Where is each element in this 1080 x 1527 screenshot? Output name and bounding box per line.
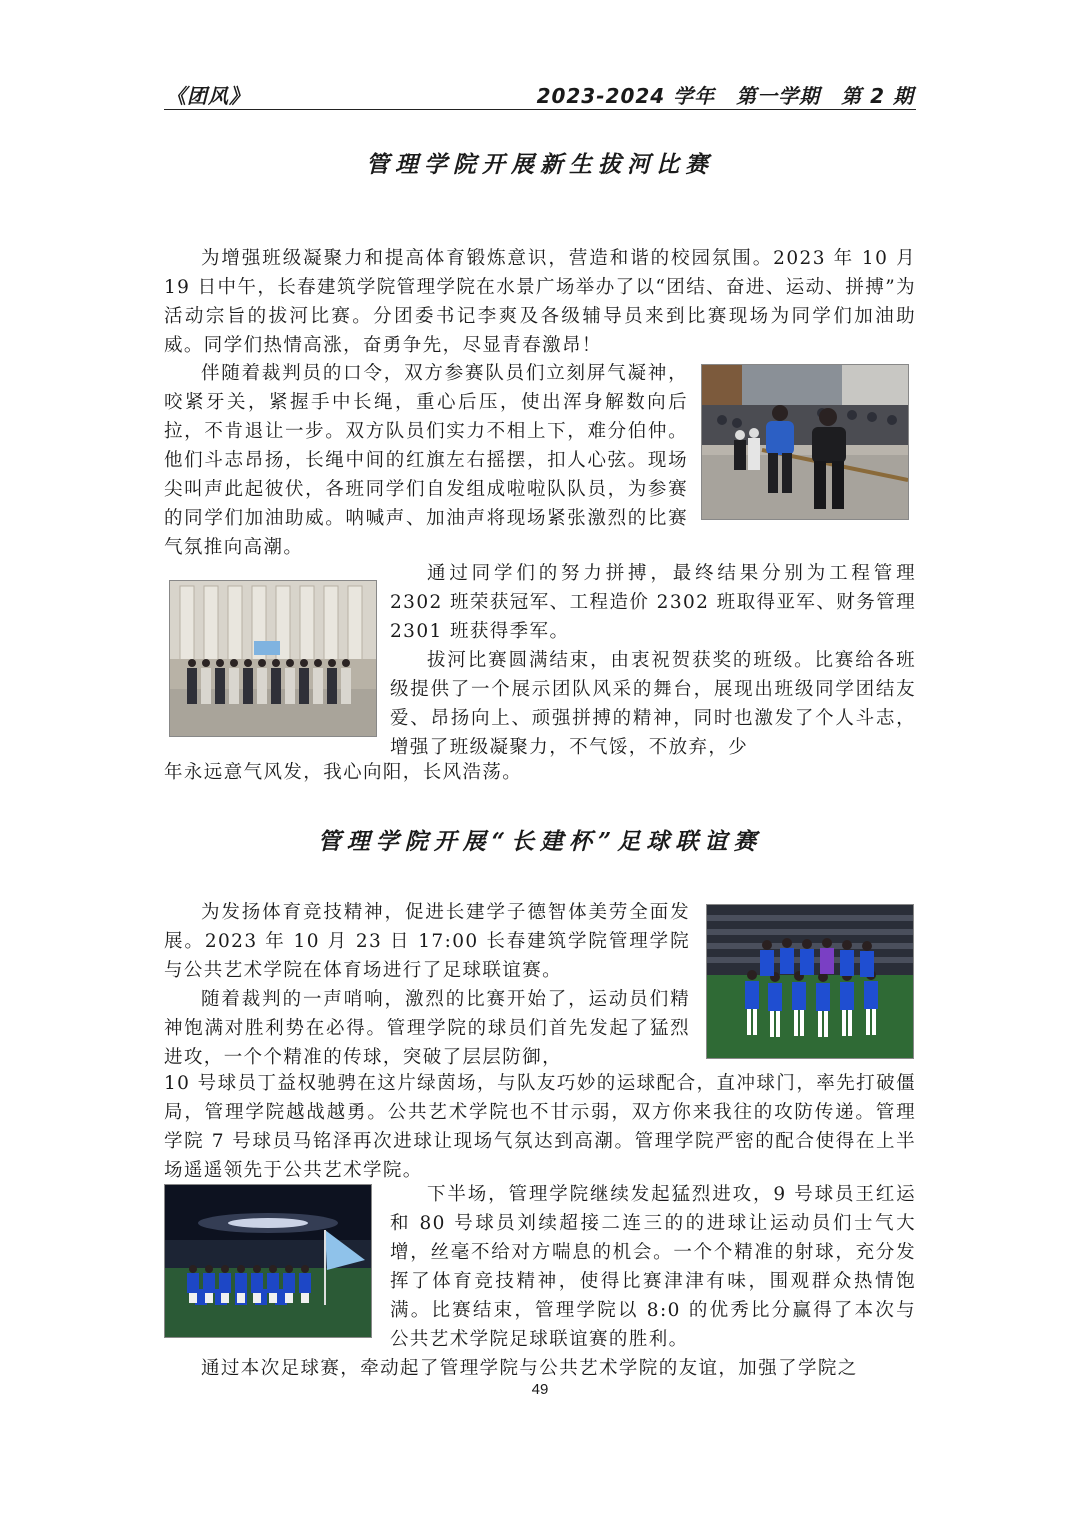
page-number: 49 bbox=[531, 1381, 549, 1398]
tug-of-war-photo bbox=[701, 364, 909, 520]
article2-title: 管理学院开展“长建杯”足球联谊赛 bbox=[317, 828, 763, 855]
article2-paragraph-1: 为发扬体育竞技精神，促进长建学子德智体美劳全面发展。2023 年 10 月 23 日 17:00 长春建筑学院管理学院与公共艺术学院在体育场进行了足球联谊赛。 bbox=[164, 902, 690, 981]
article2-paragraph-2: 随着裁判的一声哨响，激烈的比赛开始了，运动员们精神饱满对胜利势在必得。管理学院的球员们首先发起了猛烈进攻，一个个精准的传球，突破了层层防御， bbox=[164, 989, 690, 1068]
article1-paragraph-3: 通过同学们的努力拼搏，最终结果分别为工程管理 2302 班荣获冠军、工程造价 2302 班取得亚军、财务管理 2301 班获得季军。 bbox=[390, 563, 916, 642]
article1-paragraph-1: 为增强班级凝聚力和提高体育锻炼意识，营造和谐的校园氛围。2023 年 10 月 19 日中午，长春建筑学院管理学院在水景广场举办了以“团结、奋进、运动、拼搏”为活动宗旨的拔河比赛。分团委书记李爽及各级辅导员来到比赛现场为同学们加油助威。同学们热情高涨，奋勇争先，尽显青春激昂！ bbox=[164, 248, 916, 356]
article2-paragraph-4: 通过本次足球赛，牵动起了管理学院与公共艺术学院的友谊，加强了学院之 bbox=[201, 1358, 858, 1379]
article2-paragraph-3: 下半场，管理学院继续发起猛烈进攻，9 号球员王红运和 80 号球员刘续超接二连三的的进球让运动员们士气大增，丝毫不给对方喘息的机会。一个个精准的射球，充分发挥了体育竞技精神，使得比赛津津有味，围观群众热情饱满。比赛结束，管理学院以 8:0 的优秀比分赢得了本次与公共艺术学院足球联谊赛的胜利。 bbox=[390, 1184, 916, 1350]
article1-title: 管理学院开展新生拔河比赛 bbox=[366, 151, 714, 178]
football-team-photo bbox=[706, 904, 914, 1059]
article1-paragraph-2: 伴随着裁判员的口令，双方参赛队员们立刻屏气凝神，咬紧牙关，紧握手中长绳，重心后压，使出浑身解数向后拉，不肯退让一步。双方队员们实力不相上下，难分伯仲。他们斗志昂扬，长绳中间的红旗左右摇摆，扣人心弦。现场尖叫声此起彼伏，各班同学们自发组成啦啦队队员，为参赛的同学们加油助威。呐喊声、加油声将现场紧张激烈的比赛气氛推向高潮。 bbox=[164, 363, 688, 558]
journal-name: 《团风》 bbox=[166, 84, 250, 108]
article1-paragraph-4-end: 年永远意气风发，我心向阳，长风浩荡。 bbox=[164, 762, 523, 783]
article2-paragraph-2-cont: 10 号球员丁益权驰骋在这片绿茵场，与队友巧妙的运球配合，直冲球门，率先打破僵局，管理学院越战越勇。公共艺术学院也不甘示弱，双方你来我往的攻防传递。管理学院 7 号球员马铭泽再次进球让现场气氛达到高潮。管理学院严密的配合使得在上半场遥遥领先于公共艺术学院。 bbox=[164, 1073, 916, 1181]
header-divider bbox=[164, 109, 916, 110]
award-group-photo bbox=[169, 580, 377, 737]
article1-paragraph-4: 拔河比赛圆满结束，由衷祝贺获奖的班级。比赛给各班级提供了一个展示团队风采的舞台，展现出班级同学团结友爱、昂扬向上、顽强拼搏的精神，同时也激发了个人斗志，增强了班级凝聚力，不气馁，不放弃，少 bbox=[390, 650, 916, 758]
stadium-team-photo bbox=[164, 1184, 372, 1338]
issue-info: 2023-2024 学年 第一学期 第 2 期 bbox=[536, 84, 914, 108]
